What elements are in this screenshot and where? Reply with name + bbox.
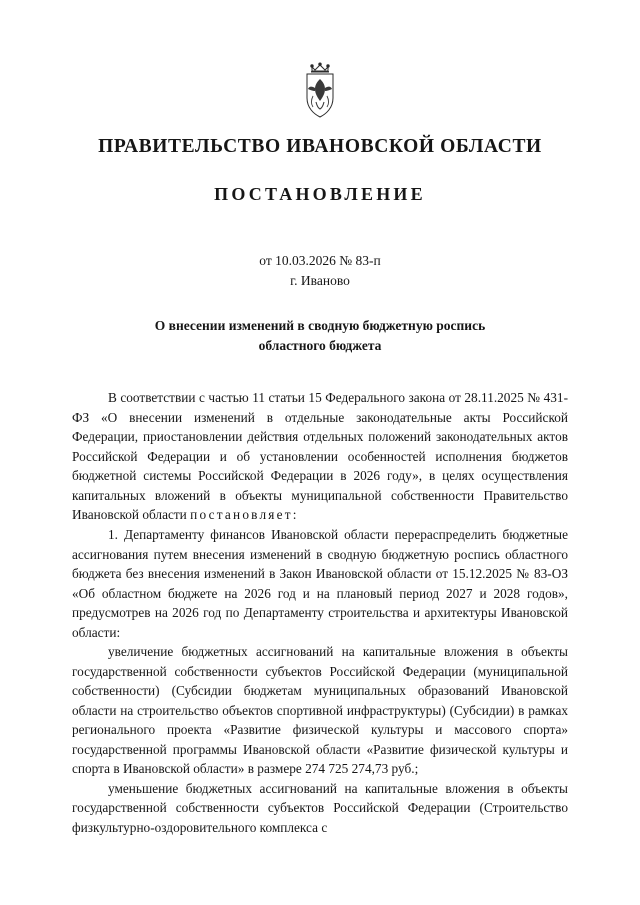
document-type-heading: ПОСТАНОВЛЕНИЕ	[214, 184, 426, 204]
document-date-number: от 10.03.2026 № 83-п	[259, 253, 381, 268]
emblem-container	[72, 62, 568, 124]
subject-line-1: О внесении изменений в сводную бюджетную роспись	[154, 318, 486, 334]
preamble-resolves-word: постановляет	[190, 507, 293, 523]
paragraph-preamble	[72, 388, 568, 525]
document-subject	[72, 316, 568, 355]
date-city-block	[72, 251, 568, 290]
paragraph-item-1: 1. Департаменту финансов Ивановской области перераспределить бюджетные ассигнования путем внесения изменений в сводную бюджетную роспись областного бюджета без внесения изменений в Закон Ивановской области от 15.12.2025 № 83-ОЗ «Об областном бюджете на 2026 год и на плановый период 2027 и 2028 годов», предусмотрев на 2026 год по Департаменту строительства и архитектуры Ивановской области:	[72, 526, 568, 640]
preamble-text-part-2: :	[292, 507, 297, 523]
document-city: г. Иваново	[290, 272, 350, 288]
document-body	[72, 388, 568, 837]
subject-line-2: областного бюджета	[258, 337, 382, 353]
preamble-text-part-1: В соответствии с частью 11 статьи 15 Федерального закона от 28.11.2025 № 431-ФЗ «О внесении изменений в отдельные законодательные акты Российской Федерации, приостановлении действия отдельных положений законодательных актов Российской Федерации и об установлении особенностей исполнения бюджетов бюджетной системы Российской Федерации в 2026 году», в целях осуществления капитальных вложений в объекты муниципальной собственности Правительство Ивановской области	[72, 390, 568, 523]
paragraph-increase: увеличение бюджетных ассигнований на капитальные вложения в объекты государственной собственности субъектов Российской Федерации (муниципальной собственности) (Субсидии бюджетам муниципальных образований Ивановской области на строительство объектов спортивной инфраструктуры) (Субсидии) в рамках регионального проекта «Развитие физической культуры и массового спорта» государственной программы Ивановской области «Развитие физической культуры и спорта в Ивановской области» в размере 274 725 274,73 руб.;	[72, 644, 568, 777]
paragraph-decrease: уменьшение бюджетных ассигнований на капитальные вложения в объекты государственной собственности субъектов Российской Федерации (Строительство физкультурно-оздоровительного комплекса с	[72, 780, 568, 835]
coat-of-arms-icon	[293, 62, 347, 124]
page-title: ПРАВИТЕЛЬСТВО ИВАНОВСКОЙ ОБЛАСТИ	[98, 136, 542, 157]
